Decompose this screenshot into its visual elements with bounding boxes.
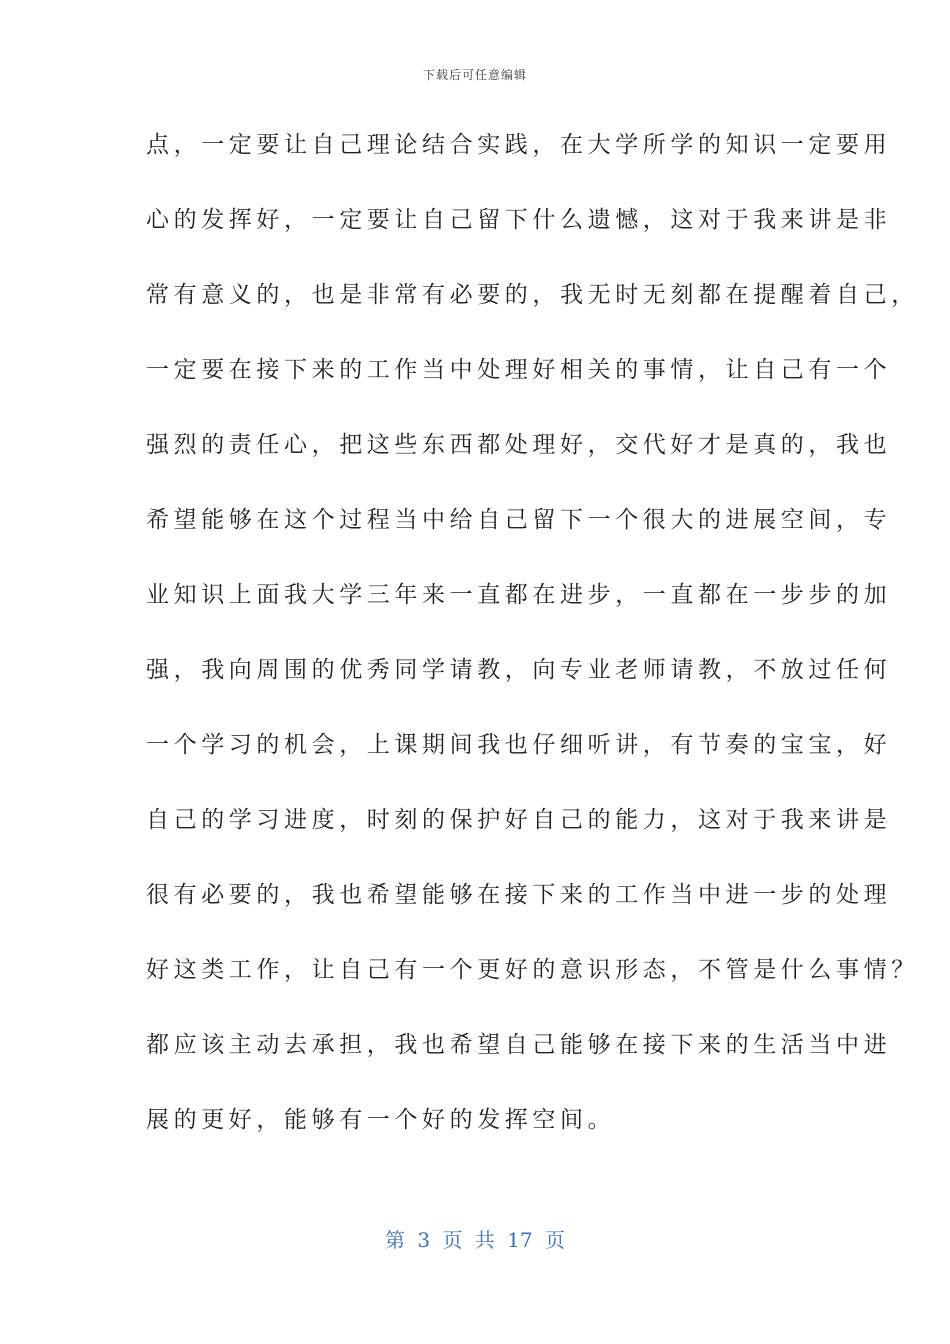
text-line: 点，一定要让自己理论结合实践，在大学所学的知识一定要用 xyxy=(146,132,892,158)
text-line: 很有必要的，我也希望能够在接下来的工作当中进一步的处理 xyxy=(146,882,892,908)
text-line: 业知识上面我大学三年来一直都在进步，一直都在一步步的加 xyxy=(146,582,892,608)
text-line: 展的更好，能够有一个好的发挥空间。 xyxy=(146,1107,616,1133)
text-line: 强烈的责任心，把这些东西都处理好，交代好才是真的，我也 xyxy=(146,432,892,458)
text-line: 一定要在接下来的工作当中处理好相关的事情，让自己有一个 xyxy=(146,357,892,383)
text-line: 希望能够在这个过程当中给自己留下一个很大的进展空间，专 xyxy=(146,507,892,533)
text-line: 都应该主动去承担，我也希望自己能够在接下来的生活当中进 xyxy=(146,1032,892,1058)
text-line: 自己的学习进度，时刻的保护好自己的能力，这对于我来讲是 xyxy=(146,807,892,833)
body-paragraph xyxy=(146,120,919,1170)
text-line: 强，我向周围的优秀同学请教，向专业老师请教，不放过任何 xyxy=(146,657,892,683)
text-line: 一个学习的机会，上课期间我也仔细听讲，有节奏的宝宝，好 xyxy=(146,732,892,758)
page-number: 第 3 页 共 17 页 xyxy=(385,1228,565,1252)
text-line: 常有意义的，也是非常有必要的，我无时无刻都在提醒着自己， xyxy=(146,282,919,308)
page-header: 下载后可任意编辑 xyxy=(422,68,527,82)
text-line: 心的发挥好，一定要让自己留下什么遗憾，这对于我来讲是非 xyxy=(146,207,892,233)
text-line: 好这类工作，让自己有一个更好的意识形态，不管是什么事情？ xyxy=(146,957,919,983)
